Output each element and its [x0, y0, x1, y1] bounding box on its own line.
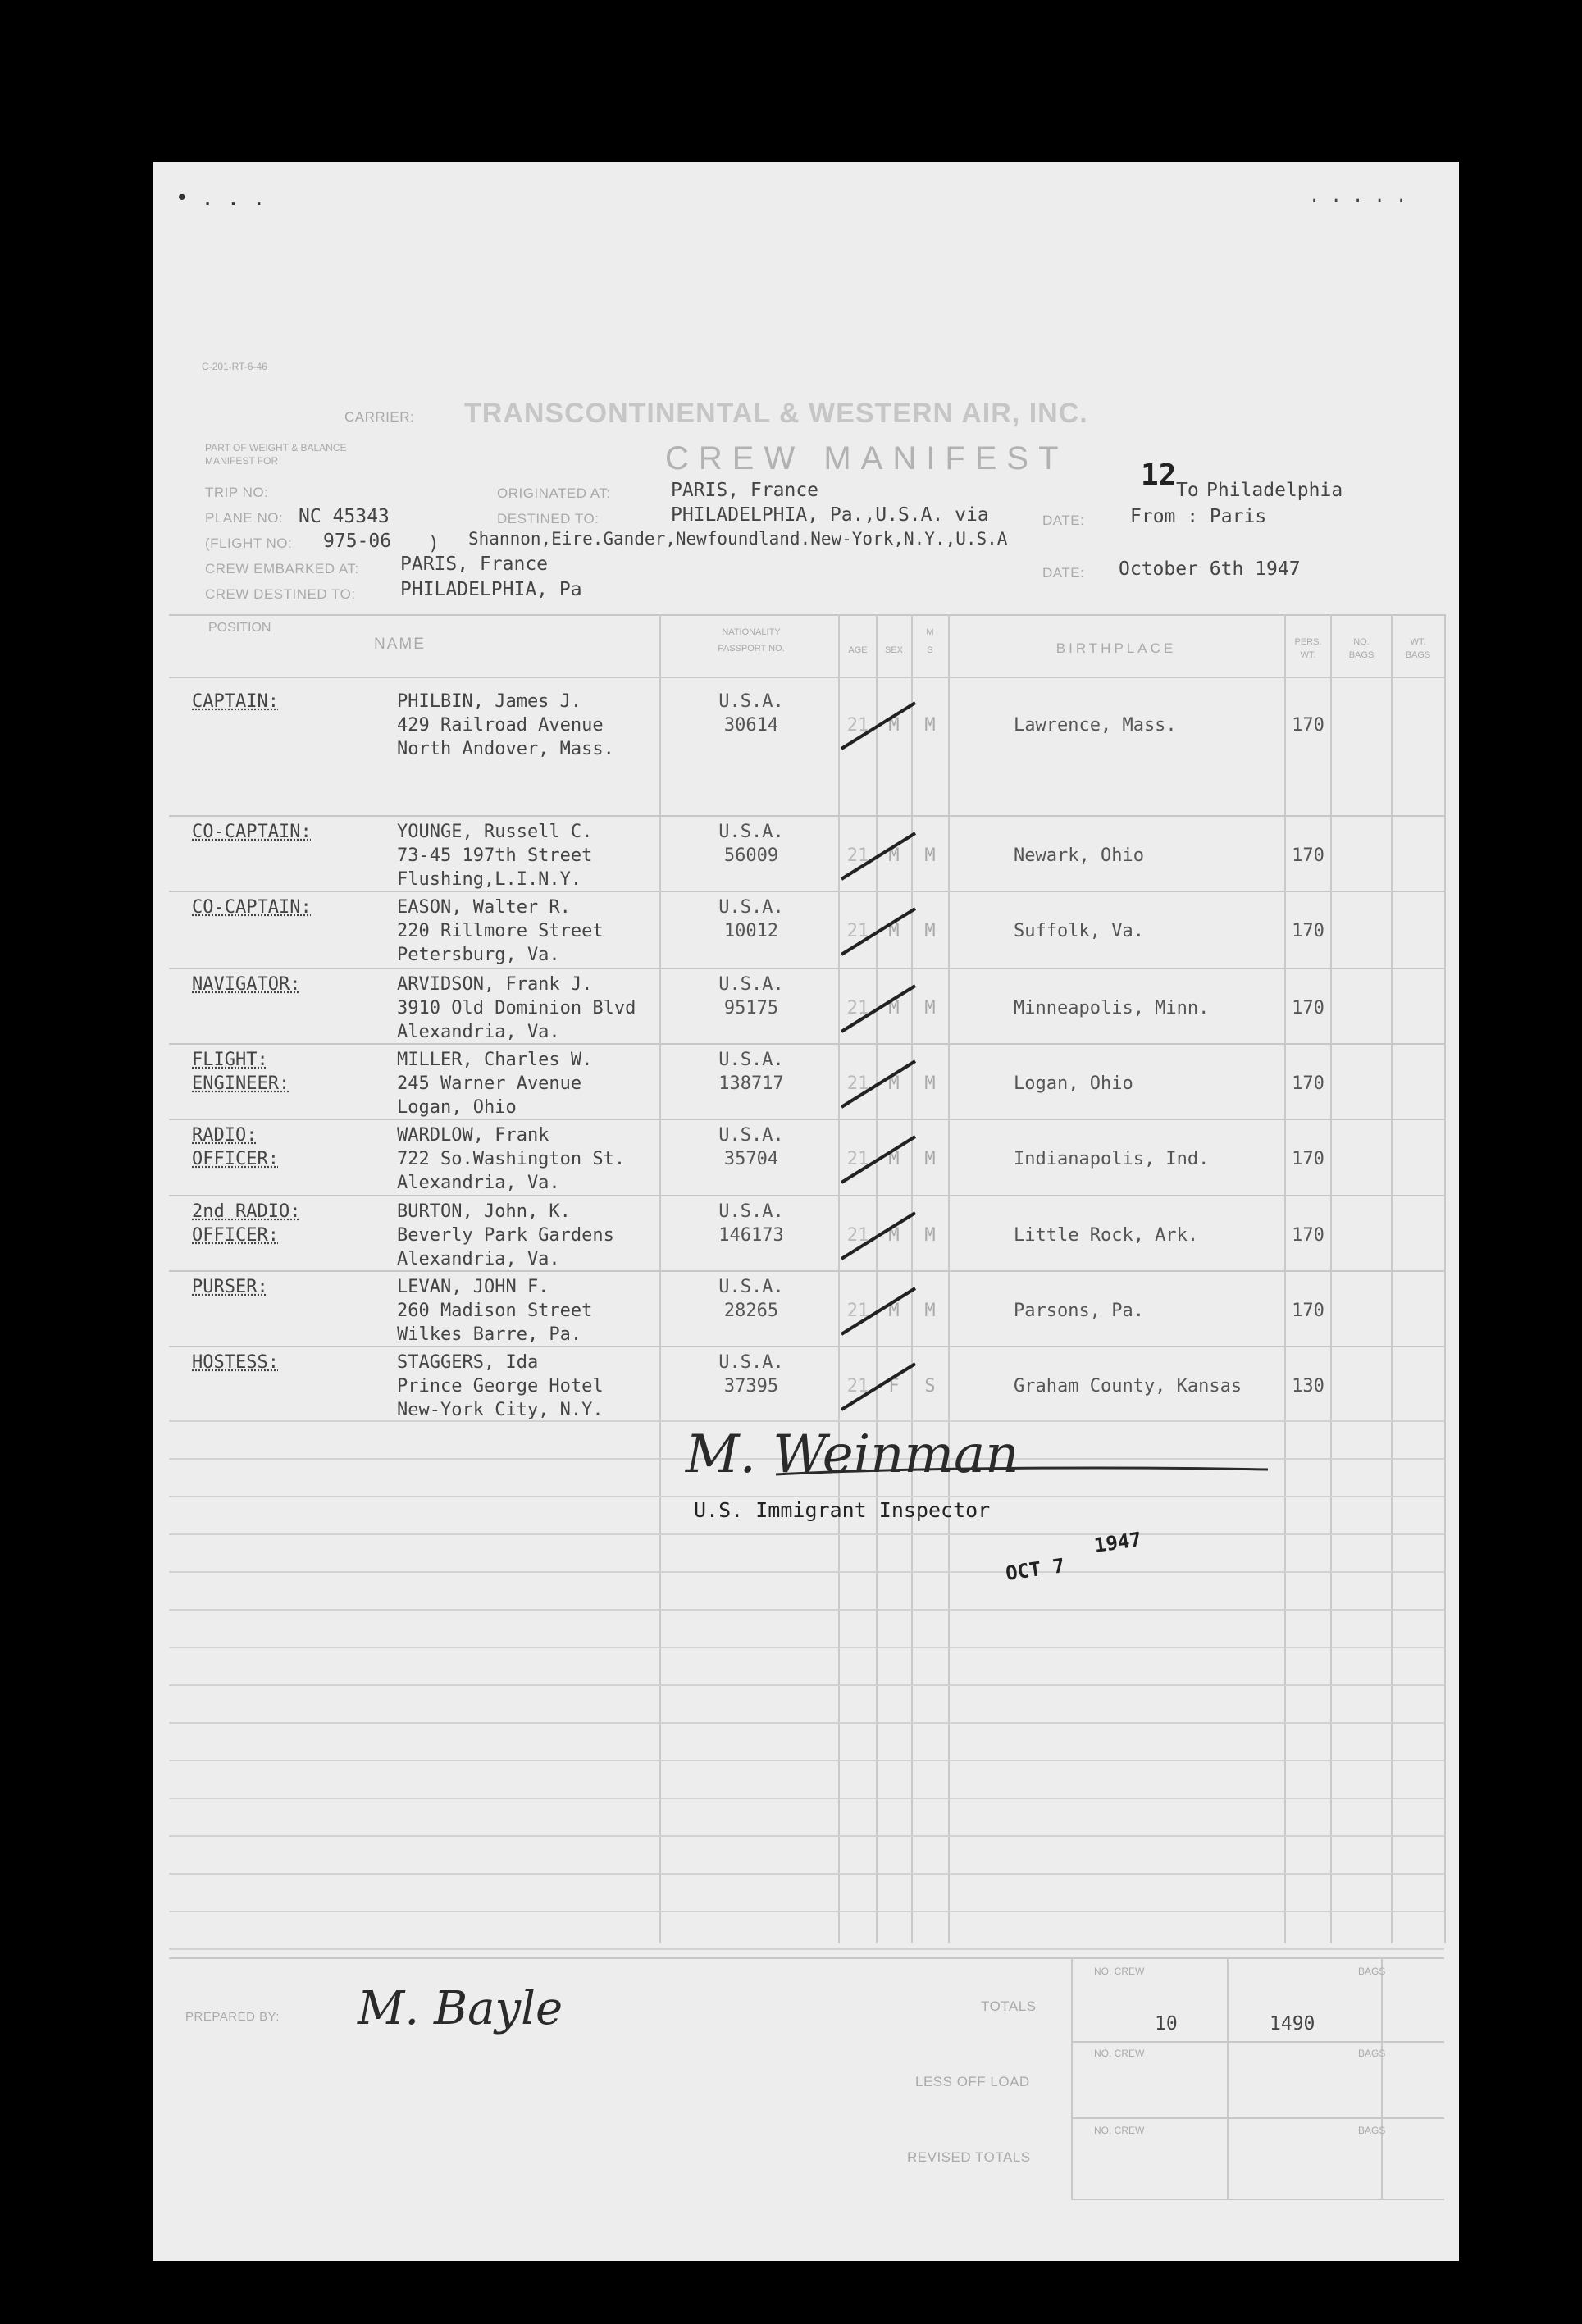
empty-row-rule — [169, 1911, 1444, 1912]
crew-address-2: Wilkes Barre, Pa. — [397, 1324, 582, 1345]
check-mark — [833, 698, 923, 755]
check-mark — [833, 1056, 923, 1114]
crew-position-2: OFFICER: — [192, 1149, 279, 1169]
crew-weight: 170 — [1292, 1073, 1324, 1094]
crew-destined-label: CREW DESTINED TO: — [205, 586, 356, 602]
crew-marital: M — [924, 1149, 936, 1169]
crew-position: RADIO: — [192, 1125, 258, 1146]
table-top-rule — [169, 614, 1444, 616]
crew-address-1: 245 Warner Avenue — [397, 1073, 582, 1094]
crew-marital: S — [924, 1376, 936, 1397]
crew-sex: M — [888, 998, 900, 1018]
check-mark — [833, 981, 923, 1038]
destined-label: DESTINED TO: — [497, 511, 600, 526]
crew-nationality: U.S.A. — [718, 1277, 784, 1297]
crew-passport: 30614 — [723, 715, 779, 736]
prepared-by-label: PREPARED BY: — [185, 2010, 280, 2024]
crew-age: 21 — [846, 1149, 869, 1169]
crew-birthplace: Indianapolis, Ind. — [1014, 1149, 1210, 1169]
manifest-title: CREW MANIFEST — [665, 440, 1069, 476]
header-passport: PASSPORT NO. — [718, 644, 785, 654]
crew-address-2: North Andover, Mass. — [397, 739, 614, 759]
no-crew-label-1: NO. CREW — [1094, 1966, 1145, 1977]
crew-embarked-label: CREW EMBARKED AT: — [205, 561, 359, 576]
row-rule — [169, 891, 1444, 892]
empty-row-rule — [169, 1835, 1444, 1837]
crew-weight: 170 — [1292, 1301, 1324, 1321]
empty-row-rule — [169, 1647, 1444, 1648]
crew-position: NAVIGATOR: — [192, 974, 301, 995]
manifest-page — [153, 162, 1459, 2261]
crew-marital: M — [924, 1301, 936, 1321]
crew-age: 21 — [846, 1376, 869, 1397]
footer-col-1 — [1071, 1957, 1073, 2199]
crew-name: WARDLOW, Frank — [397, 1125, 549, 1146]
crew-marital: M — [924, 1225, 936, 1246]
crew-position: 2nd RADIO: — [192, 1201, 301, 1222]
crew-birthplace: Lawrence, Mass. — [1014, 715, 1177, 736]
crew-position: PURSER: — [192, 1277, 268, 1297]
crew-position: CAPTAIN: — [192, 691, 279, 712]
empty-row-rule — [169, 1571, 1444, 1573]
col-divider-age — [876, 614, 878, 1943]
crew-address-1: 260 Madison Street — [397, 1301, 593, 1321]
crew-age: 21 — [846, 1225, 869, 1246]
empty-row-rule — [169, 1684, 1444, 1686]
crew-age: 21 — [846, 921, 869, 941]
check-mark — [833, 828, 923, 886]
crew-birthplace: Little Rock, Ark. — [1014, 1225, 1199, 1246]
check-mark — [833, 1132, 923, 1189]
crew-sex: M — [888, 1149, 900, 1169]
crew-address-1: 220 Rillmore Street — [397, 921, 604, 941]
crew-position: FLIGHT: — [192, 1050, 268, 1070]
bags-label-3: BAGS — [1358, 2125, 1386, 2136]
crew-weight: 170 — [1292, 998, 1324, 1018]
crew-address-1: Beverly Park Gardens — [397, 1225, 614, 1246]
col-divider-bags — [1391, 614, 1393, 1943]
no-crew-label-2: NO. CREW — [1094, 2048, 1145, 2059]
empty-row-rule — [169, 1533, 1444, 1535]
empty-row-rule — [169, 1948, 1444, 1950]
crew-sex: M — [888, 1073, 900, 1094]
punch-marks: • . . . — [176, 186, 266, 211]
empty-row-rule — [169, 1760, 1444, 1761]
crew-address-2: Logan, Ohio — [397, 1097, 517, 1118]
crew-name: PHILBIN, James J. — [397, 691, 582, 712]
crew-nationality: U.S.A. — [718, 1125, 784, 1146]
header-nationality: NATIONALITY — [722, 627, 781, 637]
crew-age: 21 — [846, 998, 869, 1018]
plane-no-value: NC 45343 — [299, 506, 390, 527]
crew-passport: 146173 — [718, 1225, 784, 1246]
flight-no-close: ) — [428, 533, 440, 554]
crew-birthplace: Newark, Ohio — [1014, 845, 1144, 866]
part-of-line2: MANIFEST FOR — [205, 455, 279, 467]
crew-name: YOUNGE, Russell C. — [397, 822, 593, 842]
crew-birthplace: Logan, Ohio — [1014, 1073, 1133, 1094]
crew-position: HOSTESS: — [192, 1352, 279, 1373]
crew-nationality: U.S.A. — [718, 1050, 784, 1070]
from-value: From : Paris — [1130, 506, 1267, 527]
col-divider-birth — [1284, 614, 1286, 1943]
header-sex: SEX — [884, 645, 903, 655]
col-divider-right — [1444, 614, 1446, 1943]
crew-name: MILLER, Charles W. — [397, 1050, 593, 1070]
crew-birthplace: Suffolk, Va. — [1014, 921, 1144, 941]
crew-position: CO-CAPTAIN: — [192, 822, 312, 842]
crew-address-2: Alexandria, Va. — [397, 1249, 560, 1269]
crew-name: STAGGERS, Ida — [397, 1352, 539, 1373]
total-crew: 10 — [1155, 2013, 1178, 2035]
date-label-2: DATE: — [1042, 565, 1085, 581]
crew-address-1: 429 Railroad Avenue — [397, 715, 604, 736]
less-off-load-label: LESS OFF LOAD — [915, 2074, 1030, 2089]
empty-row-rule — [169, 1798, 1444, 1799]
flight-no-value: 975-06 — [323, 531, 392, 552]
crew-address-1: Prince George Hotel — [397, 1376, 604, 1397]
crew-age: 21 — [846, 1301, 869, 1321]
crew-weight: 170 — [1292, 845, 1324, 866]
flight-no-label: (FLIGHT NO: — [205, 535, 293, 551]
crew-passport: 56009 — [723, 845, 779, 866]
footer-col-2 — [1227, 1957, 1229, 2199]
carrier-label: CARRIER: — [344, 409, 415, 425]
crew-address-1: 3910 Old Dominion Blvd — [397, 998, 636, 1018]
crew-address-2: New-York City, N.Y. — [397, 1400, 604, 1420]
footer-row-rule-2 — [1071, 2117, 1444, 2119]
crew-position: CO-CAPTAIN: — [192, 897, 312, 918]
crew-sex: F — [888, 1376, 900, 1397]
total-weight: 1490 — [1270, 2013, 1315, 2035]
col-divider-pers — [1330, 614, 1332, 1943]
row-rule — [169, 968, 1444, 969]
row-rule — [169, 815, 1444, 817]
signature-flourish — [776, 1460, 1284, 1484]
crew-weight: 170 — [1292, 1149, 1324, 1169]
destined-value-1: PHILADELPHIA, Pa.,U.S.A. via — [671, 504, 989, 526]
crew-sex: M — [888, 1225, 900, 1246]
form-code: C-201-RT-6-46 — [202, 361, 267, 372]
header-name: NAME — [374, 636, 426, 653]
col-divider-sex — [911, 614, 913, 1943]
header-position: POSITION — [208, 621, 271, 635]
originated-label: ORIGINATED AT: — [497, 485, 611, 501]
check-mark — [833, 904, 923, 961]
header-birthplace: BIRTHPLACE — [1055, 640, 1177, 656]
inspector-title: U.S. Immigrant Inspector — [694, 1498, 991, 1522]
crew-nationality: U.S.A. — [718, 691, 784, 712]
crew-nationality: U.S.A. — [718, 897, 784, 918]
header-age: AGE — [848, 645, 868, 655]
row-rule — [169, 1195, 1444, 1196]
page-number: 12 — [1141, 458, 1177, 492]
bags-label-2: BAGS — [1358, 2048, 1386, 2059]
header-bags-wt-1: WT. — [1410, 637, 1426, 647]
crew-name: LEVAN, JOHN F. — [397, 1277, 549, 1297]
totals-label: TOTALS — [981, 1998, 1037, 2014]
crew-birthplace: Graham County, Kansas — [1014, 1376, 1242, 1397]
stamp-date: OCT 7 — [1004, 1554, 1066, 1585]
col-divider-name — [659, 614, 661, 1943]
trip-no-label: TRIP NO: — [205, 485, 269, 500]
crew-marital: M — [924, 921, 936, 941]
crew-age: 21 — [846, 715, 869, 736]
crew-age: 21 — [846, 845, 869, 866]
crew-sex: M — [888, 921, 900, 941]
empty-row-rule — [169, 1496, 1444, 1497]
originated-value: PARIS, France — [671, 480, 819, 501]
table-header-rule — [169, 677, 1444, 678]
crew-address-2: Petersburg, Va. — [397, 945, 560, 965]
inspector-signature: M. Weinman — [686, 1424, 1019, 1485]
plane-no-label: PLANE NO: — [205, 510, 284, 526]
crew-passport: 37395 — [723, 1376, 779, 1397]
header-bags-no-1: NO. — [1353, 637, 1370, 647]
crew-nationality: U.S.A. — [718, 822, 784, 842]
header-bags-wt-2: BAGS — [1405, 650, 1431, 660]
crew-age: 21 — [846, 1073, 869, 1094]
bags-label-1: BAGS — [1358, 1966, 1386, 1977]
to-label: To — [1176, 480, 1199, 501]
crew-position-2: OFFICER: — [192, 1225, 279, 1246]
crew-nationality: U.S.A. — [718, 1352, 784, 1373]
empty-row-rule — [169, 1420, 1444, 1422]
crew-passport: 10012 — [723, 921, 779, 941]
crew-sex: M — [888, 845, 900, 866]
to-value: Philadelphia — [1206, 480, 1343, 501]
carrier-name: TRANSCONTINENTAL & WESTERN AIR, INC. — [464, 398, 1088, 429]
prepared-by-signature: M. Bayle — [358, 1982, 563, 2035]
crew-weight: 170 — [1292, 1225, 1324, 1246]
header-ms-1: M — [926, 627, 934, 637]
header-pers-2: WT. — [1300, 650, 1316, 660]
destined-value-2: Shannon,Eire.Gander,Newfoundland.New-York,N.Y.,U.S.A — [468, 529, 1008, 549]
crew-sex: M — [888, 1301, 900, 1321]
crew-birthplace: Parsons, Pa. — [1014, 1301, 1144, 1321]
part-of-line1: PART OF WEIGHT & BALANCE — [205, 442, 347, 453]
crew-passport: 95175 — [723, 998, 779, 1018]
crew-marital: M — [924, 715, 936, 736]
check-mark — [833, 1283, 923, 1341]
row-rule — [169, 1043, 1444, 1045]
date-label-1: DATE: — [1042, 513, 1085, 528]
footer-col-3 — [1381, 1957, 1383, 2199]
empty-row-rule — [169, 1722, 1444, 1724]
footer-row-rule-3 — [1071, 2199, 1444, 2200]
check-mark — [833, 1359, 923, 1416]
crew-position-2: ENGINEER: — [192, 1073, 290, 1094]
crew-weight: 170 — [1292, 715, 1324, 736]
crew-passport: 35704 — [723, 1149, 779, 1169]
no-crew-label-3: NO. CREW — [1094, 2125, 1145, 2136]
crew-nationality: U.S.A. — [718, 1201, 784, 1222]
crew-address-2: Alexandria, Va. — [397, 1022, 560, 1042]
stamp-year: 1947 — [1092, 1528, 1143, 1557]
footer-row-rule-1 — [1071, 2041, 1444, 2043]
punch-marks-right: . . . . . — [1309, 186, 1407, 207]
empty-row-rule — [169, 1873, 1444, 1875]
crew-marital: M — [924, 998, 936, 1018]
footer-rule — [169, 1957, 1444, 1959]
crew-marital: M — [924, 845, 936, 866]
crew-marital: M — [924, 1073, 936, 1094]
header-ms-2: S — [927, 645, 933, 655]
crew-passport: 138717 — [718, 1073, 784, 1094]
crew-address-1: 722 So.Washington St. — [397, 1149, 626, 1169]
revised-totals-label: REVISED TOTALS — [907, 2149, 1031, 2165]
empty-row-rule — [169, 1609, 1444, 1611]
crew-name: ARVIDSON, Frank J. — [397, 974, 593, 995]
crew-sex: M — [888, 715, 900, 736]
header-pers-1: PERS. — [1294, 637, 1322, 647]
crew-nationality: U.S.A. — [718, 974, 784, 995]
check-mark — [833, 1208, 923, 1265]
crew-address-2: Alexandria, Va. — [397, 1173, 560, 1193]
col-divider-nat — [838, 614, 840, 1943]
header-bags-no-2: BAGS — [1348, 650, 1375, 660]
crew-name: EASON, Walter R. — [397, 897, 571, 918]
crew-address-1: 73-45 197th Street — [397, 845, 593, 866]
crew-embarked-value: PARIS, France — [400, 554, 549, 575]
row-rule — [169, 1346, 1444, 1347]
crew-birthplace: Minneapolis, Minn. — [1014, 998, 1210, 1018]
row-rule — [169, 1119, 1444, 1120]
crew-name: BURTON, John, K. — [397, 1201, 571, 1222]
crew-passport: 28265 — [723, 1301, 779, 1321]
crew-destined-value: PHILADELPHIA, Pa — [400, 579, 582, 600]
date-value: October 6th 1947 — [1119, 558, 1301, 580]
crew-weight: 170 — [1292, 921, 1324, 941]
row-rule — [169, 1270, 1444, 1272]
crew-weight: 130 — [1292, 1376, 1324, 1397]
col-divider-ms — [948, 614, 950, 1943]
crew-address-2: Flushing,L.I.N.Y. — [397, 869, 582, 890]
